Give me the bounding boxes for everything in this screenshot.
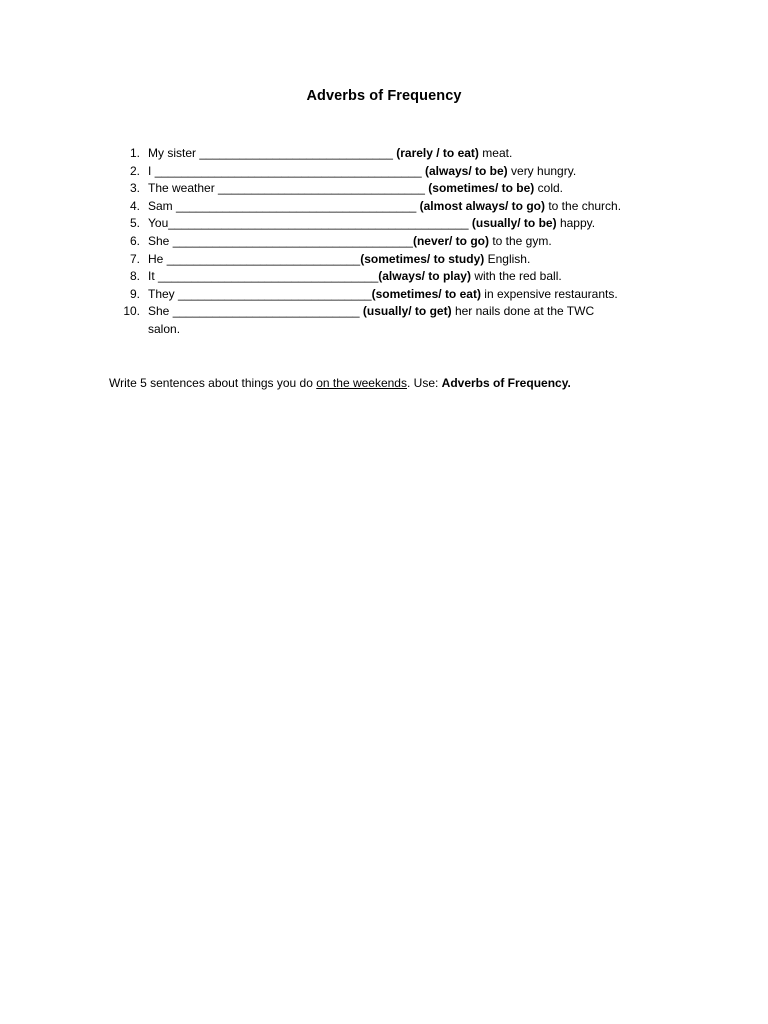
item-rest: in expensive restaurants. [484,286,618,301]
item-number: 3. [129,181,140,196]
item-hint: (rarely / to eat) [396,146,479,160]
item-rest: English. [487,251,531,266]
list-item [108,180,668,198]
item-hint: (usually/ to get) [362,304,452,319]
instruction-middle: . Use: [406,376,439,390]
item-blank: ____________________________ [172,304,360,319]
item-hint: (usually/ to be) [471,216,557,231]
item-blank: ____________________________________ [172,233,413,248]
item-rest: happy. [559,216,596,231]
item-blank: ____________________________________ [176,198,417,213]
list-item [108,268,668,286]
list-item [108,163,668,181]
item-subject: The weather [148,181,215,196]
item-hint: (sometimes/ to study) [360,251,485,266]
item-rest: to the church. [548,198,622,213]
writing-instruction [109,376,571,390]
item-rest: with the red ball. [474,269,562,284]
item-number: 2. [129,163,140,178]
item-text [148,163,576,181]
instruction-underlined: on the weekends [316,376,407,390]
item-number: 9. [129,286,140,301]
item-blank: _____________________________________________ [168,216,469,231]
item-text [148,268,562,286]
item-subject: You [148,216,169,231]
item-number: 5. [129,216,140,231]
item-subject: She [148,304,170,319]
item-subject: She [148,233,170,248]
item-hint: (never/ to go) [412,233,489,248]
item-hint: (sometimes/ to eat) [371,286,481,301]
item-subject: He [148,251,164,266]
item-text [148,233,552,251]
item-number: 7. [129,251,140,266]
item-text [148,303,628,338]
item-rest: meat. [482,146,513,160]
item-number: 8. [129,269,140,284]
instruction-prefix: Write 5 sentences about things you do [109,376,313,390]
item-hint: (almost always/ to go) [419,198,545,213]
item-rest: her nails done at the TWC salon. [148,304,595,336]
item-hint: (always/ to be) [424,163,508,178]
item-number: 1. [129,146,140,160]
item-subject: It [148,269,155,284]
list-item [108,251,668,269]
list-item [108,286,668,304]
list-item [108,233,668,251]
list-item [108,215,668,233]
exercise-list [108,145,668,339]
item-blank: _____________________________ [199,146,393,160]
item-number: 6. [129,233,140,248]
list-item [108,145,668,163]
item-blank: ________________________________________ [154,163,422,178]
page-title: Adverbs of Frequency [306,88,462,104]
item-subject: Sam [148,198,173,213]
item-rest: to the gym. [492,233,552,248]
item-number: 4. [129,198,140,213]
instruction-bold: Adverbs of Frequency. [441,376,571,390]
list-item [108,198,668,216]
item-subject: My sister [148,146,196,160]
item-rest: very hungry. [511,163,577,178]
item-hint: (sometimes/ to be) [428,181,535,196]
item-subject: They [148,286,175,301]
item-rest: cold. [537,181,564,196]
item-blank: _______________________________ [218,181,425,196]
item-blank: _________________________________ [158,269,379,284]
item-blank: _____________________________ [166,251,361,266]
item-text [148,180,563,198]
item-number: 10. [123,304,140,319]
item-text [148,145,512,163]
item-hint: (always/ to play) [378,269,471,284]
item-text [148,215,595,233]
item-blank: _____________________________ [178,286,372,301]
item-subject: I [148,163,152,178]
item-text [148,251,530,269]
item-text [148,286,618,304]
item-text [148,198,621,216]
list-item [108,303,668,338]
